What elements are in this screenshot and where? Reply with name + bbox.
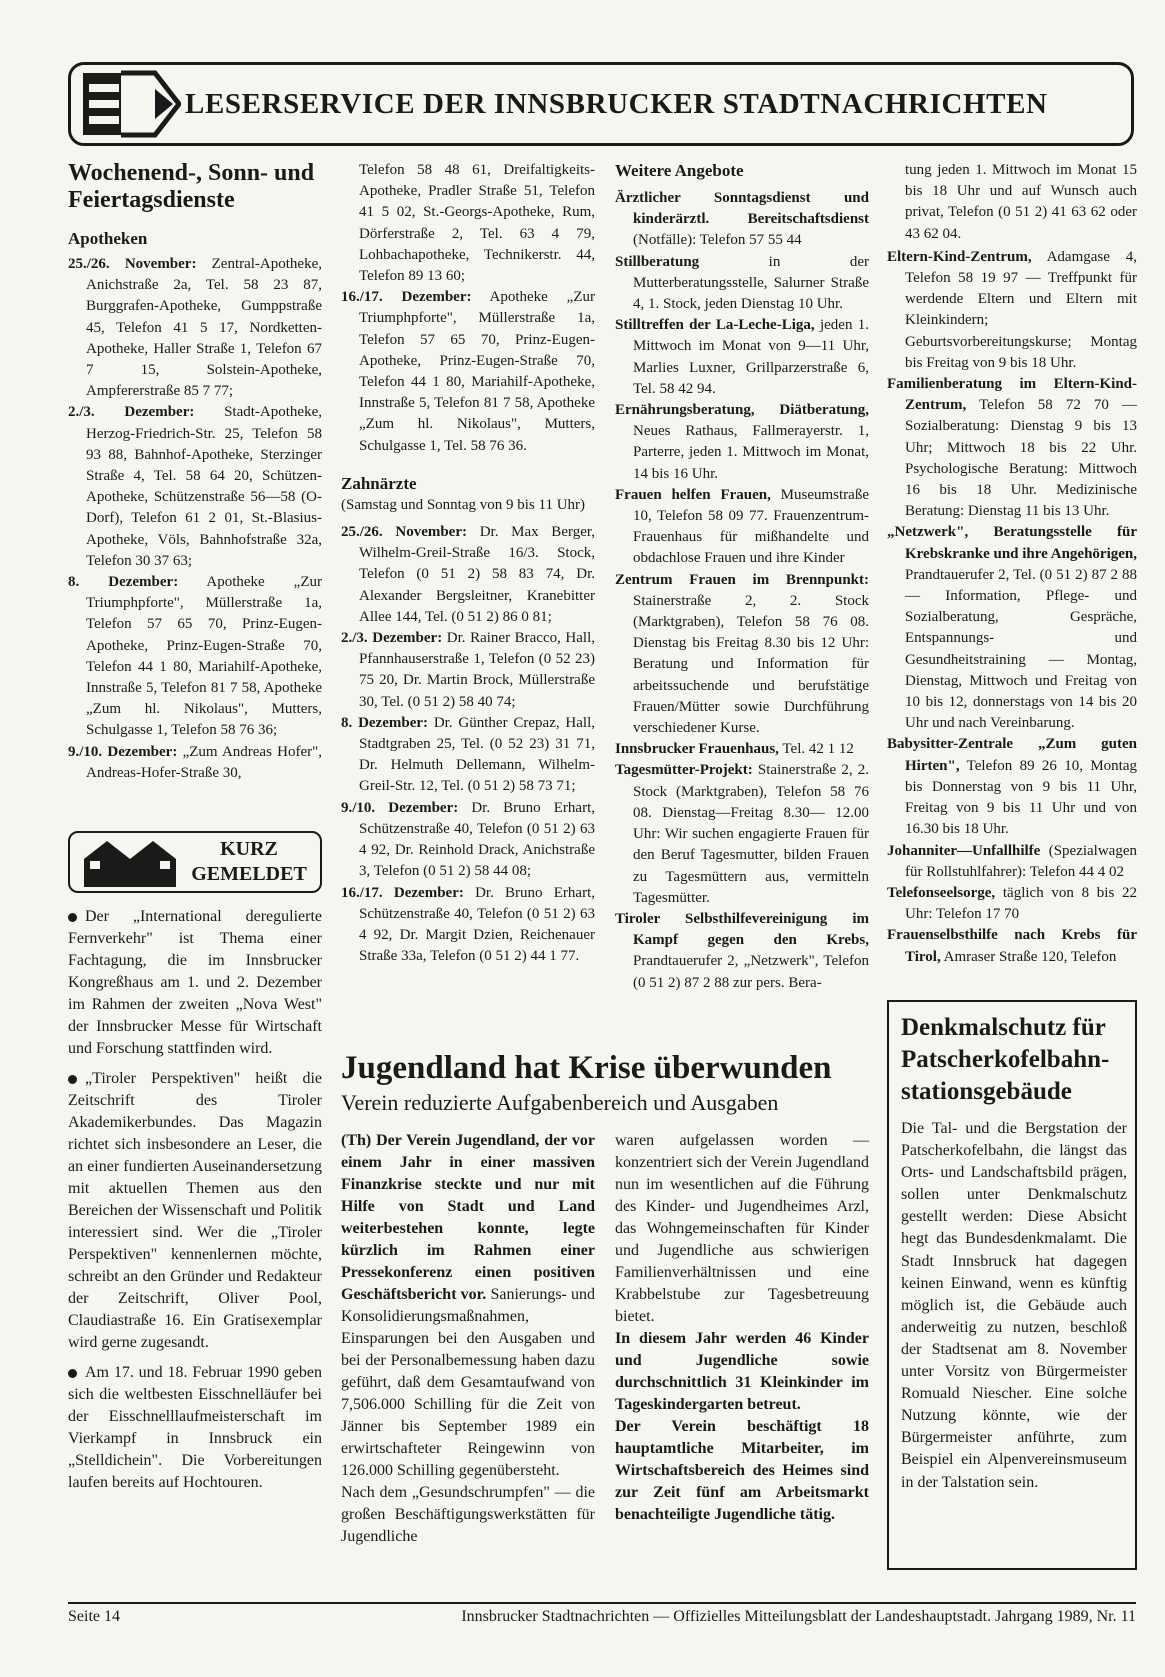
footer-publication: Innsbrucker Stadtnachrichten — Offizielles Mitteilungsblatt der Landeshauptstadt. Jahrgang 1989, Nr. 11 (461, 1608, 1136, 1625)
angebot-entry: Eltern-Kind-Zentrum, Adamgase 4, Telefon 58 19 97 — Treffpunkt für werdende Eltern und Eltern mit Kleinkindern; Geburtsvorbereitungskurse; Montag bis Freitag von 9 bis 18 Uhr. (887, 248, 1137, 371)
bullet-icon (68, 913, 77, 922)
zahnaerzte-note: (Samstag und Sonntag von 9 bis 11 Uhr) (341, 496, 586, 513)
stadtnachrichten-logo-icon (81, 69, 181, 139)
column-4 (887, 160, 1137, 968)
apotheken-continued: Telefon 58 48 61, Dreifaltigkeits-Apotheke, Pradler Straße 51, Telefon 41 5 02, St.-Georgs-Apotheke, Rum, Dörferstraße 2, Tel. 63 4 79, Lohbachapotheke, Technikerstr. 44, Telefon 89 13 60; (359, 162, 595, 285)
denkmalschutz-box (887, 1000, 1137, 1570)
column-3 (615, 160, 869, 994)
article-column-b (615, 1130, 869, 1526)
apotheken-entry: 8. Dezember: Apotheke „Zur Triumphpforte", Müllerstraße 1a, Telefon 57 65 70, Prinz-Eugen-Apotheke, Prinz-Eugen-Straße 70, Telefon 44 1 80, Mariahilf-Apotheke, Innstraße 5, Telefon 81 7 58, Apotheke „Zum hl. Nikolaus", Mutters, Schulgasse 1, Telefon 58 76 36; (68, 574, 322, 739)
article-subheadline: Verein reduzierte Aufgabenbereich und Ausgaben (341, 1090, 779, 1115)
zahnarzt-entry: 9./10. Dezember: Dr. Bruno Erhart, Schützenstraße 40, Telefon (0 51 2) 63 4 92, Dr. Reinhold Drack, Anichstraße 3, Telefon (0 51 2) 58 44 08; (341, 799, 595, 880)
angebote-continued: tung jeden 1. Mittwoch im Monat 15 bis 18 Uhr und auf Wunsch auch privat, Telefon (0 51 2) 41 63 62 oder 43 62 04. (905, 162, 1137, 242)
article-bold-paragraph: In diesem Jahr werden 46 Kinder und Jugendliche sowie durchschnittlich 31 Kleinkinder im Tageskindergarten betreut. (615, 1330, 869, 1413)
bullet-item: Am 17. und 18. Februar 1990 geben sich die weltbesten Eisschnelläufer bei der Eisschnelllaufmeisterschaft im Vierkampf in Innsbruck ein „Stelldichein". Die Vorbereitungen laufen bereits auf Hochtouren. (68, 1364, 322, 1491)
weitere-angebote-heading: Weitere Angebote (615, 161, 744, 180)
angebot-entry: Frauenselbsthilfe nach Krebs für Tirol, Amraser Straße 120, Telefon (887, 927, 1137, 965)
gemeldet-label: GEMELDET (191, 863, 307, 885)
zahnaerzte-heading: Zahnärzte (341, 473, 417, 493)
angebot-entry: Johanniter—Unfallhilfe (Spezialwagen für Rollstuhlfahrer): Telefon 44 4 02 (887, 842, 1137, 880)
bullet-item: Der „International deregulierte Fernverkehr" ist Thema einer Fachtagung, die im Innsbrucker Kongreßhaus am 1. und 2. Dezember im Rahmen der zweiten „Nova West" der Innsbrucker Messe für Wirtschaft und Forschung stattfinden wird. (68, 908, 322, 1057)
bullet-icon (68, 1075, 77, 1084)
article-headline: Jugendland hat Krise überwunden (341, 1050, 832, 1086)
section-title-sonntagsdienste: Wochenend-, Sonn- und Feiertagsdienste (68, 160, 315, 213)
kurz-label: KURZ (220, 838, 278, 860)
zahnarzt-entry: 8. Dezember: Dr. Günther Crepaz, Hall, Stadtgraben 25, Tel. (0 52 23) 31 71, Dr. Helmuth Dellemann, Wilhelm-Greil-Str. 12, Tel. (0 51 2) 58 73 71; (341, 714, 595, 795)
apotheken-entry: 2./3. Dezember: Stadt-Apotheke, Herzog-Friedrich-Str. 25, Telefon 58 93 88, Bahnhof-Apotheke, Sterzinger Straße 4, Tel. 58 64 20, Schützen-Apotheke, Schützenstraße 56—58 (O-Dorf), Telefon 61 2 01, St.-Blasius-Apotheke, Völs, Bahnhofstraße 32a, Telefon 30 37 63; (68, 404, 322, 569)
angebot-entry: Familienberatung im Eltern-Kind-Zentrum, Telefon 58 72 70 — Sozialberatung: Dienstag 9 bis 13 Uhr; Mittwoch 18 bis 22 Uhr. Psychologische Beratung: Mittwoch 16 bis 18 Uhr. Medizinische Beratung: Dienstag 11 bis 13 Uhr. (887, 376, 1137, 520)
article-paragraph: Nach dem „Gesundschrumpfen" — die großen Beschäftigungswerkstätten für Jugendliche (341, 1484, 595, 1545)
article-bold-paragraph: Der Verein beschäftigt 18 hauptamtliche Mitarbeiter, im Wirtschaftsbereich des Heimes sind zur Zeit fünf am Arbeitsmarkt benachteiligte Jugendliche tätig. (615, 1418, 869, 1523)
denkmalschutz-title: Denkmalschutz für Patscherkofelbahn-stationsgebäude (901, 1014, 1110, 1105)
angebot-entry: Ernährungsberatung, Diätberatung, Neues Rathaus, Fallmerayerstr. 1, Parterre, jeden 1. Mittwoch im Monat, 14 bis 16 Uhr. (615, 402, 869, 482)
apotheken-entry: 9./10. Dezember: „Zum Andreas Hofer", Andreas-Hofer-Straße 30, (68, 743, 322, 781)
column-2 (341, 160, 595, 967)
apotheken-list (68, 254, 322, 784)
zahnarzt-entry: 25./26. November: Dr. Max Berger, Wilhelm-Greil-Straße 16/3. Stock, Telefon (0 51 2) 58 83 74, Dr. Alexander Bergsleitner, Kranebitter Allee 144, Tel. (0 51 2) 86 0 81; (341, 524, 595, 625)
zahnarzt-entry: 2./3. Dezember: Dr. Rainer Bracco, Hall, Pfannhauserstraße 1, Telefon (0 52 23) 75 20, Dr. Martin Brock, Müllerstraße 30, Tel. (0 51 2) 58 40 74; (341, 630, 596, 710)
page-number: Seite 14 (68, 1608, 120, 1625)
kurz-gemeldet-box (68, 831, 322, 893)
footer-divider (68, 1602, 1136, 1604)
bullet-icon (68, 1369, 77, 1378)
article-lead: (Th) Der Verein Jugendland, der vor einem Jahr in einer massiven Finanzkrise steckte und nur mit Hilfe von Stadt und Land weiterbestehen konnte, legte kürzlich im Rahmen einer Pressekonferenz einen positiven Geschäftsbericht vor. Sanierungs- und Konsolidierungsmaßnahmen, Einsparungen bei den Ausgaben und bei der Personalbemessung haben dazu geführt, daß dem Gesamtaufwand von 7,506.000 Schilling für die Zeit von Jänner bis September 1989 ein erwirtschafteter Reingewinn von 126.000 Schilling gegenübersteht. (341, 1132, 595, 1479)
zahnaerzte-list (341, 522, 595, 967)
angebot-entry: Ärztlicher Sonntagsdienst und kinderärztl. Bereitschaftsdienst (Notfälle): Telefon 57 55 44 (615, 190, 869, 249)
angebot-entry: Stillberatung in der Mutterberatungsstelle, Salurner Straße 4, 1. Stock, jeden Dienstag 10 Uhr. (615, 253, 869, 313)
denkmalschutz-text: Die Tal- und die Bergstation der Patscherkofelbahn, die längst das Orts- und Landschaftsbild prägen, sollen unter Denkmalschutz gestellt werden: Diese Absicht hegt das Bundesdenkmalamt. Die Stadt Innsbruck hat dagegen keinen Einwand, wenn es künftig möglich ist, die Gebäude auch anderweitig zu nutzen, beschloß der Stadtsenat am 8. November unter Vorsitz von Bürgermeister Romuald Niescher. Eine solche Nutzung könnte, wie der Bürgermeister anführte, zum Beispiel ein Alpenvereinsmuseum in der Talstation sein. (901, 1120, 1127, 1491)
houses-icon (80, 837, 180, 889)
bullet-item: „Tiroler Perspektiven" heißt die Zeitschrift des Tiroler Akademikerbundes. Das Magazin richtet sich insbesondere an Leser, die an einer fundierten Auseinandersetzung mit aktuellen Themen aus den Bereichen der Wissenschaft und Politik interessiert sind. Wer die „Tiroler Perspektiven" kennenlernen möchte, schreibt an den Gründer und Redakteur der Zeitschrift, Oliver Pool, Claudiastraße 16. Ein Gratisexemplar wird gerne zugesandt. (68, 1070, 322, 1351)
angebot-entry: Telefonseelsorge, täglich von 8 bis 22 Uhr: Telefon 17 70 (887, 884, 1137, 923)
apotheken-heading: Apotheken (68, 229, 148, 248)
kurz-gemeldet-bullets (68, 906, 322, 1494)
angebote-list-2 (887, 247, 1137, 968)
apotheken-entry: 25./26. November: Zentral-Apotheke, Anichstraße 2a, Tel. 58 23 87, Burggrafen-Apotheke, Gumppstraße 45, Telefon 41 5 17, Nordketten-Apotheke, Haller Straße 1, Telefon 67 7 15, Solstein-Apotheke, Ampfererstraße 85 7 77; (68, 256, 322, 400)
angebot-entry: Zentrum Frauen im Brennpunkt: Stainerstraße 2, 2. Stock (Marktgraben), Telefon 58 76 08. Dienstag bis Freitag 8.30 bis 12 Uhr: Beratung und Information für arbeitssuchende und berufstätige Frauen/Mütter sowie Durchführung verschiedener Kurse. (615, 571, 869, 737)
column-1 (68, 160, 322, 784)
article-paragraph: waren aufgelassen worden — konzentriert sich der Verein Jugendland nun im wesentlichen auf die Führung des Kinder- und Jugendheimes Arzl, das Wohngemeinschaften für Kinder und Jugendliche aus schwierigen Familienverhältnissen und eine Krabbelstube zur Tagesbetreuung bietet. (615, 1132, 869, 1325)
angebot-entry: Tagesmütter-Projekt: Stainerstraße 2, 2. Stock (Marktgraben), Telefon 58 76 08. Dienstag—Freitag 8.30— 12.00 Uhr: Wir suchen engagierte Frauen für den Beruf Tagesmutter, bilden Frauen zu Tagesmüttern aus, vermitteln Tagesmütter. (615, 762, 869, 906)
angebot-entry: Tiroler Selbsthilfevereinigung im Kampf gegen den Krebs, Prandtauerufer 2, „Netzwerk", Telefon (0 51 2) 87 2 88 zur pers. Bera- (615, 910, 869, 991)
angebot-entry: Babysitter-Zentrale „Zum guten Hirten", Telefon 89 26 10, Montag bis Donnerstag von 9 bis 11 Uhr, Freitag von 9 bis 11 Uhr und von 16.30 bis 18 Uhr. (887, 736, 1137, 838)
header-banner (68, 62, 1134, 146)
zahnarzt-entry: 16./17. Dezember: Dr. Bruno Erhart, Schützenstraße 40, Telefon (0 51 2) 63 4 92, Dr. Margit Dzien, Reichenauer Straße 33a, Telefon (0 51 2) 44 1 77. (341, 884, 595, 965)
angebote-list (615, 188, 869, 994)
angebot-entry: Innsbrucker Frauenhaus, Tel. 42 1 12 (615, 741, 854, 758)
angebot-entry: „Netzwerk", Beratungsstelle für Krebskranke und ihre Angehörigen, Prandtauerufer 2, Tel. (0 51 2) 87 2 88 — Information, Pflege- und Sozialberatung, Gespräche, Entspannungs- und Gesundheitstraining — Montag, Dienstag, Mittwoch und Freitag von 10 bis 12, donnerstags von 14 bis 20 Uhr und nach Vereinbarung. (887, 524, 1137, 732)
article-column-a (341, 1130, 595, 1548)
angebot-entry: Frauen helfen Frauen, Museumstraße 10, Telefon 58 09 77. Frauenzentrum-Frauenhaus für mißhandelte und obdachlose Frauen und ihre Kinder (615, 486, 869, 567)
angebot-entry: Stilltreffen der La-Leche-Liga, jeden 1. Mittwoch im Monat von 9—11 Uhr, Marlies Luxner, Grillparzerstraße 6, Tel. 58 42 94. (615, 317, 870, 397)
apotheken-entry: 16./17. Dezember: Apotheke „Zur Triumphpforte", Müllerstraße 1a, Telefon 57 65 70, Prinz-Eugen-Apotheke, Prinz-Eugen-Straße 70, Telefon 44 1 80, Mariahilf-Apotheke, Innstraße 5, Telefon 81 7 58, Apotheke „Zum hl. Nikolaus", Mutters, Schulgasse 1, Tel. 58 76 36. (341, 289, 595, 454)
header-title: LESERSERVICE DER INNSBRUCKER STADTNACHRICHTEN (185, 87, 1048, 120)
